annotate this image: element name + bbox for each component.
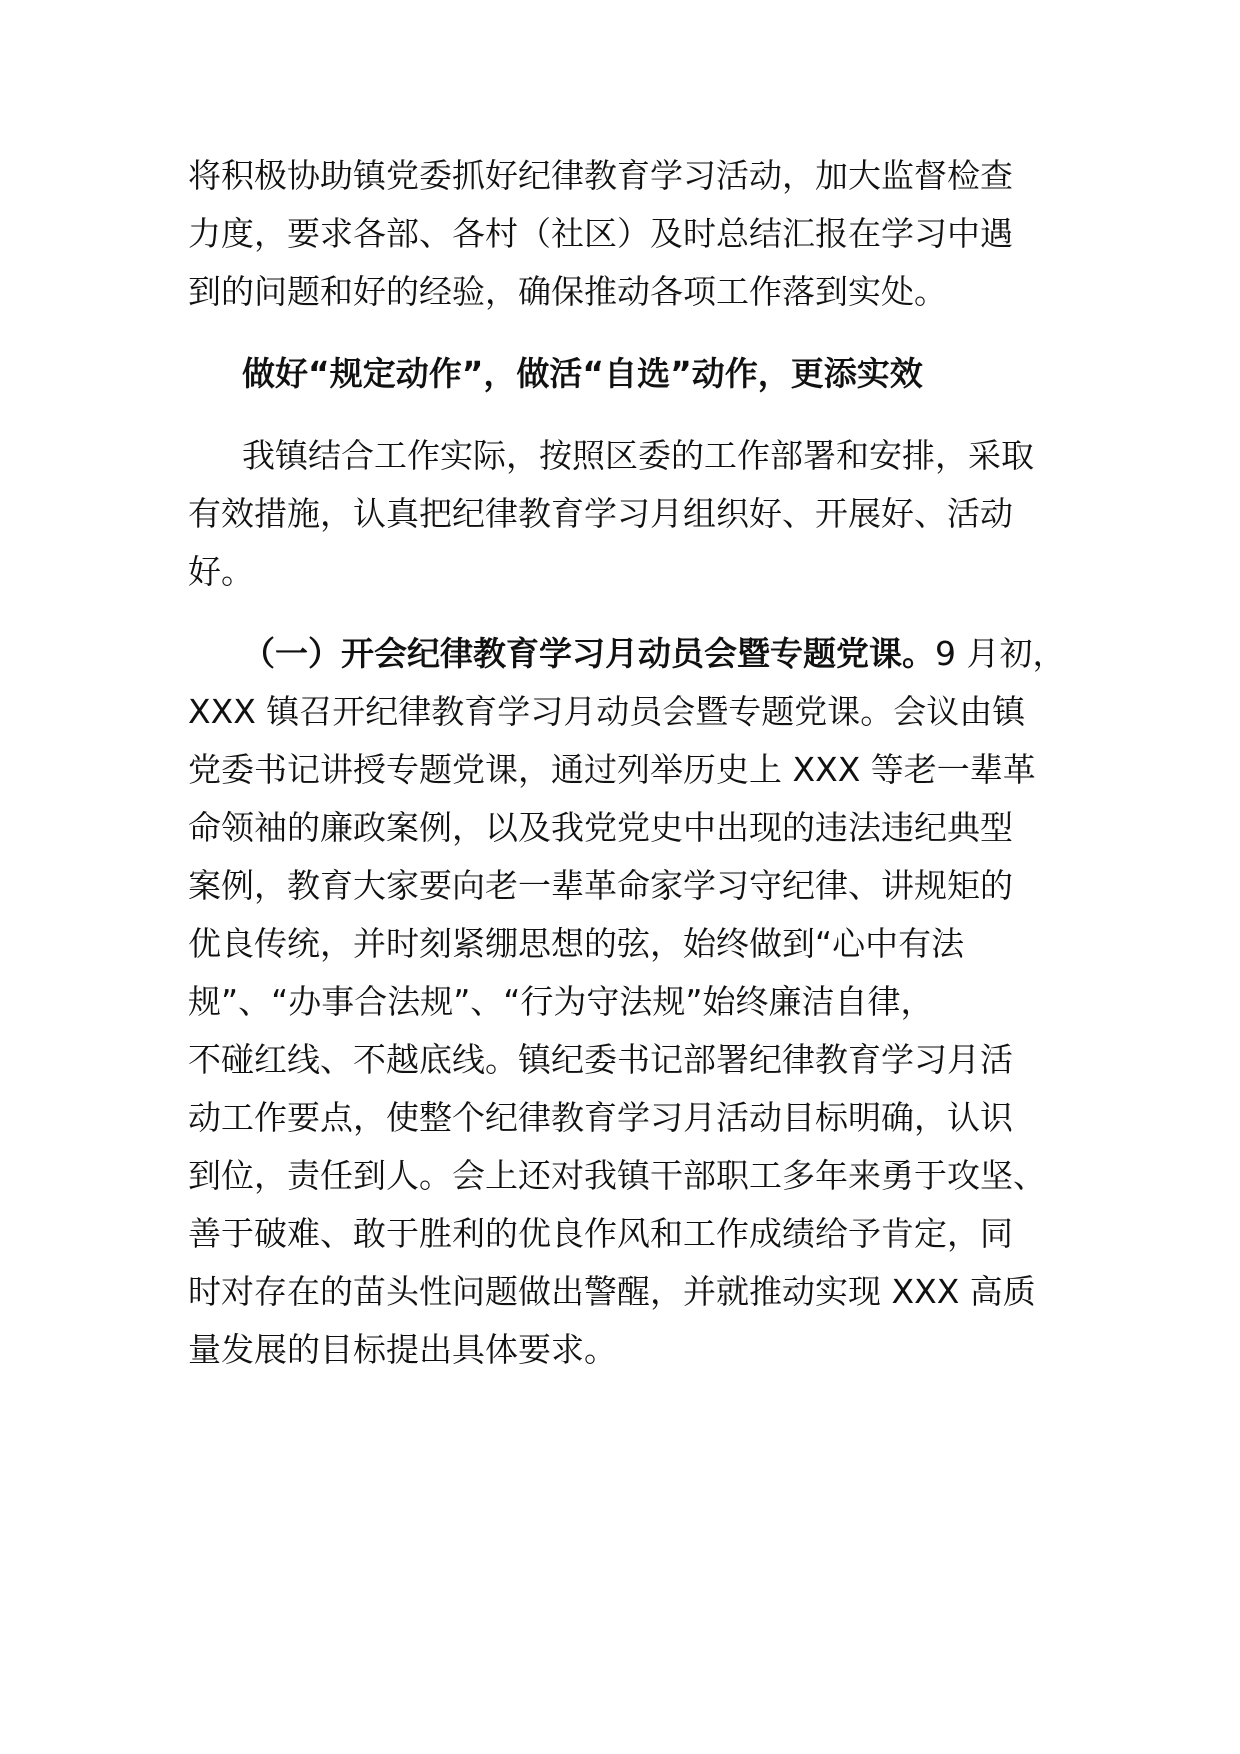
paragraph-3-line-10: 善于破难、敢于胜利的优良作风和工作成绩给予肯定，同 xyxy=(188,1214,1013,1253)
paragraph-3-line-2: 党委书记讲授专题党课，通过列举历史上 XXX 等老一辈革 xyxy=(188,750,1036,789)
paragraph-3-line-3: 命领袖的廉政案例，以及我党党史中出现的违法违纪典型 xyxy=(188,808,1013,847)
paragraph-3-line-12: 量发展的目标提出具体要求。 xyxy=(188,1330,617,1369)
paragraph-1-line-3: 到的问题和好的经验，确保推动各项工作落到实处。 xyxy=(188,272,947,311)
paragraph-3-line-9: 到位，责任到人。会上还对我镇干部职工多年来勇于攻坚、 xyxy=(188,1156,1046,1195)
paragraph-2-line-1: 我镇结合工作实际，按照区委的工作部署和安排，采取 xyxy=(242,436,1034,475)
paragraph-3-line-11: 时对存在的苗头性问题做出警醒，并就推动实现 XXX 高质 xyxy=(188,1272,1036,1311)
paragraph-3-line-6: 规”、“办事合法规”、“行为守法规”始终廉洁自律， xyxy=(188,982,934,1021)
paragraph-3-line-5: 优良传统，并时刻紧绷思想的弦，始终做到“心中有法 xyxy=(188,924,965,963)
paragraph-3-line-8: 动工作要点，使整个纪律教育学习月活动目标明确，认识 xyxy=(188,1098,1013,1137)
paragraph-3-lead-line xyxy=(242,632,1066,676)
paragraph-3-line-4: 案例，教育大家要向老一辈革命家学习守纪律、讲规矩的 xyxy=(188,866,1013,905)
paragraph-1-line-2: 力度，要求各部、各村（社区）及时总结汇报在学习中遇 xyxy=(188,214,1013,253)
paragraph-2-line-3: 好。 xyxy=(188,552,254,591)
paragraph-1-line-1: 将积极协助镇党委抓好纪律教育学习活动，加大监督检查 xyxy=(188,156,1013,195)
section-heading: 做好“规定动作”，做活“自选”动作，更添实效 xyxy=(242,354,923,393)
paragraph-3-line-1: XXX 镇召开纪律教育学习月动员会暨专题党课。会议由镇 xyxy=(188,692,1026,731)
subsection-lead-text: 9 月初， xyxy=(935,634,1066,673)
paragraph-3-line-7: 不碰红线、不越底线。镇纪委书记部署纪律教育学习月活 xyxy=(188,1040,1013,1079)
paragraph-2-line-2: 有效措施，认真把纪律教育学习月组织好、开展好、活动 xyxy=(188,494,1013,533)
subsection-title: （一）开会纪律教育学习月动员会暨专题党课。 xyxy=(242,634,935,673)
